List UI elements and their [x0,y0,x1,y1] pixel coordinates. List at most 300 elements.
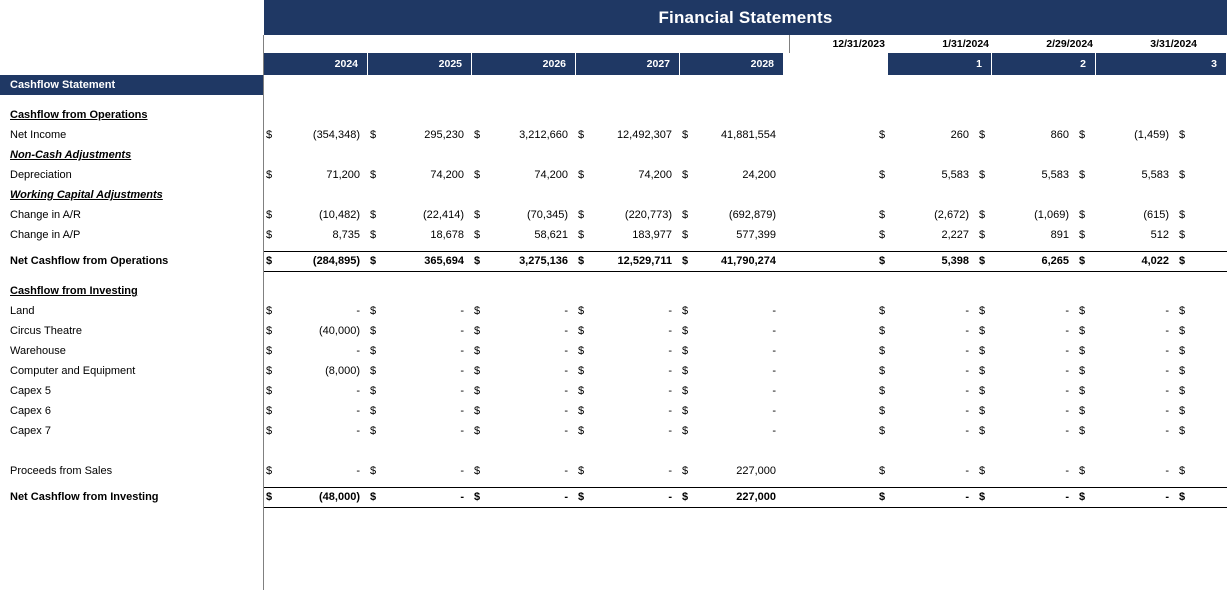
currency-symbol-annual-3: $ [578,365,585,377]
currency-symbol-annual-1: $ [370,345,377,357]
currency-symbol-monthly-2 [1077,145,1091,165]
currency-symbol-annual-3 [576,145,590,165]
currency-symbol-annual-2: $ [474,255,481,267]
value-monthly-1 [991,441,1077,461]
value-monthly-2: 5,583 [1141,169,1169,181]
date-header-3: 3/31/2024 [1150,38,1197,50]
value-annual-3: - [668,405,672,417]
currency-symbol-monthly-2: $ [1079,255,1086,267]
currency-symbol-annual-1: $ [370,169,377,181]
header-gap [784,53,888,75]
row-label: Proceeds from Sales [10,465,113,477]
value-monthly-2: - [1165,365,1169,377]
gap-column [784,185,877,205]
year-header-2025: 2025 [368,53,472,75]
table-row [0,441,1227,461]
table-row [0,461,1227,481]
currency-symbol-monthly-0 [877,281,891,301]
currency-symbol-monthly-3: $ [1179,385,1186,397]
table-row [0,401,1227,421]
currency-symbol-annual-0: $ [266,255,273,267]
currency-symbol-monthly-3: $ [1179,405,1186,417]
gap-column [784,165,877,185]
value-annual-4 [694,441,784,461]
value-annual-4 [694,145,784,165]
currency-symbol-annual-0: $ [266,385,273,397]
value-monthly-1: - [1065,465,1069,477]
currency-symbol-monthly-3: $ [1179,425,1186,437]
value-annual-1: 295,230 [424,129,464,141]
currency-symbol-annual-0: $ [266,365,273,377]
value-monthly-2 [1091,281,1177,301]
value-annual-3 [590,105,680,125]
currency-symbol-annual-3 [576,281,590,301]
row-label: Circus Theatre [10,325,82,337]
currency-symbol-monthly-3: $ [1179,129,1186,141]
value-annual-4: - [772,385,776,397]
value-annual-1: - [460,305,464,317]
table-row [0,145,1227,165]
value-annual-2 [486,145,576,165]
currency-symbol-annual-3: $ [578,255,585,267]
date-header-2: 2/29/2024 [1046,38,1093,50]
currency-symbol-monthly-3: $ [1179,365,1186,377]
year-header-2026: 2026 [472,53,576,75]
currency-symbol-monthly-1: $ [979,491,986,503]
currency-symbol-annual-0: $ [266,405,273,417]
currency-symbol-monthly-0: $ [879,365,886,377]
currency-symbol-annual-3 [576,441,590,461]
currency-symbol-annual-1: $ [370,425,377,437]
value-annual-4: 41,881,554 [720,129,776,141]
currency-symbol-annual-2: $ [474,229,481,241]
currency-symbol-annual-2: $ [474,325,481,337]
row-label: Non-Cash Adjustments [10,149,132,161]
value-monthly-1 [991,145,1077,165]
currency-symbol-monthly-1 [977,105,991,125]
value-annual-2: - [564,425,568,437]
table-row [0,381,1227,401]
row-label: Change in A/P [10,229,81,241]
gap-column [784,441,877,461]
currency-symbol-monthly-1 [977,145,991,165]
value-annual-4: 24,200 [742,169,776,181]
currency-symbol-annual-2: $ [474,345,481,357]
currency-symbol-annual-0: $ [266,209,273,221]
currency-symbol-annual-2: $ [474,129,481,141]
value-annual-3: - [668,345,672,357]
row-label: Computer and Equipment [10,365,136,377]
value-annual-4: 577,399 [736,229,776,241]
value-annual-0: 8,735 [332,229,360,241]
currency-symbol-annual-0: $ [266,491,273,503]
spacer-row [0,271,1227,281]
value-monthly-0: - [965,465,969,477]
value-monthly-0 [891,441,977,461]
currency-symbol-annual-4: $ [682,209,689,221]
currency-symbol-annual-1 [368,281,382,301]
currency-symbol-annual-4: $ [682,255,689,267]
currency-symbol-annual-1: $ [370,209,377,221]
table-row [0,205,1227,225]
value-monthly-1: - [1065,405,1069,417]
value-annual-3: 183,977 [632,229,672,241]
value-monthly-2: - [1165,305,1169,317]
row-label: Net Cashflow from Operations [10,255,169,267]
gap-column [784,361,877,381]
currency-symbol-monthly-2: $ [1079,465,1086,477]
currency-symbol-annual-3: $ [578,209,585,221]
currency-symbol-monthly-2: $ [1079,305,1086,317]
value-annual-0: - [356,345,360,357]
value-annual-0 [278,281,368,301]
gap-column [784,321,877,341]
currency-symbol-monthly-3: $ [1179,325,1186,337]
currency-symbol-annual-4: $ [682,325,689,337]
currency-symbol-monthly-1: $ [979,305,986,317]
currency-symbol-annual-3: $ [578,425,585,437]
year-header-2024: 2024 [264,53,368,75]
currency-symbol-annual-3: $ [578,405,585,417]
value-monthly-2 [1091,185,1177,205]
value-monthly-0: - [965,325,969,337]
currency-symbol-annual-2 [472,441,486,461]
value-annual-2: - [564,325,568,337]
value-monthly-1: - [1065,305,1069,317]
value-monthly-2 [1091,145,1177,165]
table-row [0,341,1227,361]
value-annual-0: (10,482) [319,209,360,221]
currency-symbol-annual-0: $ [266,229,273,241]
value-annual-3 [590,185,680,205]
currency-symbol-monthly-0: $ [879,385,886,397]
value-annual-4: (692,879) [728,209,776,221]
row-label: Warehouse [10,345,66,357]
value-monthly-0: - [965,365,969,377]
table-row [0,301,1227,321]
currency-symbol-annual-1: $ [370,365,377,377]
date-header-1: 1/31/2024 [942,38,989,50]
value-monthly-2: - [1165,405,1169,417]
value-annual-1: - [460,491,464,503]
value-annual-2: - [564,365,568,377]
value-annual-0 [278,185,368,205]
currency-symbol-annual-1: $ [370,305,377,317]
value-annual-3: - [668,491,672,503]
value-annual-1 [382,281,472,301]
column-divider-left [263,35,264,590]
currency-symbol-annual-2: $ [474,169,481,181]
value-annual-4 [694,105,784,125]
value-annual-0: - [356,425,360,437]
currency-symbol-annual-2: $ [474,385,481,397]
currency-symbol-annual-1: $ [370,491,377,503]
title-left-blank [0,0,264,35]
value-monthly-1: 5,583 [1041,169,1069,181]
value-annual-2: - [564,491,568,503]
gap-column [784,401,877,421]
currency-symbol-monthly-1: $ [979,169,986,181]
year-header-2028: 2028 [680,53,784,75]
currency-symbol-annual-0: $ [266,325,273,337]
value-annual-0 [278,105,368,125]
currency-symbol-annual-0 [264,105,278,125]
currency-symbol-annual-3: $ [578,385,585,397]
currency-symbol-monthly-0: $ [879,209,886,221]
currency-symbol-monthly-0 [877,145,891,165]
currency-symbol-monthly-1: $ [979,229,986,241]
currency-symbol-annual-2: $ [474,405,481,417]
value-annual-2: - [564,405,568,417]
section-heading-row [0,105,1227,125]
currency-symbol-monthly-2: $ [1079,491,1086,503]
month-index-1: 1 [888,53,992,75]
currency-symbol-monthly-0: $ [879,129,886,141]
currency-symbol-monthly-3: $ [1179,465,1186,477]
value-annual-2: - [564,345,568,357]
value-monthly-0: - [965,385,969,397]
currency-symbol-monthly-3: $ [1179,209,1186,221]
currency-symbol-monthly-2: $ [1079,365,1086,377]
currency-symbol-monthly-1: $ [979,209,986,221]
currency-symbol-annual-3: $ [578,345,585,357]
gap-column [784,381,877,401]
value-annual-4: - [772,345,776,357]
currency-symbol-monthly-3: $ [1179,169,1186,181]
currency-symbol-monthly-3: $ [1179,229,1186,241]
currency-symbol-monthly-3 [1177,281,1191,301]
value-monthly-2: - [1165,425,1169,437]
currency-symbol-annual-4 [680,185,694,205]
value-monthly-2 [1091,105,1177,125]
row-label: Depreciation [10,169,72,181]
value-annual-2: 3,212,660 [519,129,568,141]
value-annual-2: - [564,465,568,477]
currency-symbol-annual-1: $ [370,385,377,397]
currency-symbol-annual-0 [264,185,278,205]
value-monthly-2: 4,022 [1141,255,1169,267]
currency-symbol-annual-3: $ [578,129,585,141]
value-annual-2: 3,275,136 [519,255,568,267]
spacer-row [0,95,1227,105]
currency-symbol-annual-2: $ [474,305,481,317]
value-annual-0: - [356,305,360,317]
value-annual-1: 365,694 [424,255,464,267]
currency-symbol-annual-0: $ [266,305,273,317]
currency-symbol-annual-0: $ [266,129,273,141]
value-monthly-1: - [1065,425,1069,437]
currency-symbol-monthly-0: $ [879,325,886,337]
value-annual-3: 12,529,711 [617,255,672,267]
currency-symbol-annual-3 [576,105,590,125]
currency-symbol-annual-4: $ [682,129,689,141]
value-annual-2: 58,621 [534,229,568,241]
currency-symbol-annual-0: $ [266,345,273,357]
value-monthly-0: - [965,405,969,417]
currency-symbol-annual-4: $ [682,365,689,377]
currency-symbol-monthly-1: $ [979,255,986,267]
currency-symbol-annual-1 [368,185,382,205]
value-monthly-2: (615) [1143,209,1169,221]
value-annual-2: 74,200 [534,169,568,181]
currency-symbol-monthly-0: $ [879,405,886,417]
gap-column [784,461,877,481]
statement-label-rest [264,75,1227,95]
currency-symbol-monthly-2 [1077,105,1091,125]
currency-symbol-monthly-0 [877,185,891,205]
currency-symbol-monthly-0: $ [879,305,886,317]
value-monthly-0: - [965,305,969,317]
currency-symbol-monthly-2: $ [1079,405,1086,417]
value-monthly-0 [891,281,977,301]
currency-symbol-monthly-1: $ [979,345,986,357]
statement-grid [0,95,1227,507]
value-monthly-2: - [1165,491,1169,503]
section-total-row [0,487,1227,507]
currency-symbol-annual-0 [264,145,278,165]
value-annual-3: - [668,465,672,477]
currency-symbol-annual-3: $ [578,491,585,503]
value-annual-3: (220,773) [624,209,672,221]
currency-symbol-monthly-3 [1177,105,1191,125]
currency-symbol-annual-1 [368,105,382,125]
value-annual-0: - [356,405,360,417]
row-label: Capex 5 [10,385,51,397]
value-annual-1 [382,185,472,205]
gap-column [784,105,877,125]
currency-symbol-annual-4: $ [682,425,689,437]
currency-symbol-annual-4: $ [682,229,689,241]
currency-symbol-monthly-0: $ [879,465,886,477]
value-annual-1: - [460,385,464,397]
value-monthly-1: - [1065,365,1069,377]
currency-symbol-annual-3: $ [578,229,585,241]
currency-symbol-annual-2 [472,281,486,301]
value-annual-3: - [668,365,672,377]
value-annual-1: - [460,465,464,477]
row-label: Land [10,305,35,317]
currency-symbol-annual-1: $ [370,129,377,141]
value-annual-3: 12,492,307 [616,129,672,141]
currency-symbol-monthly-3: $ [1179,305,1186,317]
table-row [0,165,1227,185]
value-annual-1: (22,414) [423,209,464,221]
value-monthly-0 [891,185,977,205]
currency-symbol-monthly-3 [1177,441,1191,461]
currency-symbol-monthly-3: $ [1179,491,1186,503]
currency-symbol-annual-4: $ [682,345,689,357]
currency-symbol-annual-1: $ [370,255,377,267]
currency-symbol-monthly-1: $ [979,425,986,437]
gap-column [784,145,877,165]
header-blank-left [0,53,264,75]
value-annual-2 [486,441,576,461]
currency-symbol-annual-0 [264,281,278,301]
currency-symbol-annual-4: $ [682,305,689,317]
currency-symbol-monthly-0: $ [879,345,886,357]
row-label: Working Capital Adjustments [10,189,163,201]
currency-symbol-annual-2: $ [474,425,481,437]
value-annual-4: - [772,405,776,417]
currency-symbol-annual-3: $ [578,169,585,181]
currency-symbol-annual-4: $ [682,385,689,397]
value-annual-3: - [668,325,672,337]
table-row [0,125,1227,145]
currency-symbol-monthly-1: $ [979,385,986,397]
currency-symbol-monthly-3: $ [1179,345,1186,357]
value-monthly-1: 860 [1050,129,1069,141]
value-annual-4: 41,790,274 [720,255,776,267]
gap-column [784,421,877,441]
currency-symbol-annual-2 [472,185,486,205]
value-monthly-1: - [1065,385,1069,397]
value-annual-2: - [564,385,568,397]
currency-symbol-monthly-2 [1077,441,1091,461]
value-monthly-0 [891,105,977,125]
currency-symbol-monthly-2: $ [1079,129,1086,141]
value-annual-1: 18,678 [430,229,464,241]
currency-symbol-annual-4: $ [682,405,689,417]
value-annual-3 [590,441,680,461]
currency-symbol-monthly-1: $ [979,365,986,377]
value-monthly-0: 5,583 [941,169,969,181]
value-monthly-2: - [1165,345,1169,357]
value-annual-2 [486,105,576,125]
value-annual-4: - [772,305,776,317]
value-annual-1 [382,145,472,165]
section-total-row [0,251,1227,271]
value-annual-3 [590,145,680,165]
row-label: Change in A/R [10,209,81,221]
currency-symbol-monthly-2 [1077,185,1091,205]
currency-symbol-annual-1: $ [370,465,377,477]
monthly-date-header-row [0,35,1227,53]
currency-symbol-monthly-1 [977,185,991,205]
value-annual-0: - [356,385,360,397]
value-monthly-1 [991,185,1077,205]
value-monthly-1 [991,281,1077,301]
value-monthly-0: 5,398 [941,255,969,267]
value-annual-0: (40,000) [319,325,360,337]
value-monthly-0: - [965,345,969,357]
currency-symbol-annual-3: $ [578,325,585,337]
value-monthly-2: (1,459) [1134,129,1169,141]
value-annual-1: - [460,325,464,337]
currency-symbol-monthly-0: $ [879,425,886,437]
column-header-row [0,53,1227,75]
title-band [264,0,1227,35]
currency-symbol-annual-4: $ [682,491,689,503]
currency-symbol-monthly-1 [977,281,991,301]
currency-symbol-monthly-3 [1177,185,1191,205]
value-monthly-0: 260 [950,129,969,141]
value-monthly-0: (2,672) [934,209,969,221]
currency-symbol-monthly-0: $ [879,229,886,241]
value-annual-3: - [668,305,672,317]
value-annual-0: (354,348) [312,129,360,141]
value-annual-4: - [772,365,776,377]
value-monthly-1: 891 [1050,229,1069,241]
currency-symbol-monthly-3 [1177,145,1191,165]
gap-column [784,341,877,361]
value-monthly-1: - [1065,345,1069,357]
currency-symbol-monthly-1: $ [979,465,986,477]
currency-symbol-annual-4 [680,105,694,125]
value-monthly-2: - [1165,325,1169,337]
month-index-2: 2 [992,53,1096,75]
currency-symbol-annual-3: $ [578,465,585,477]
currency-symbol-annual-0: $ [266,425,273,437]
